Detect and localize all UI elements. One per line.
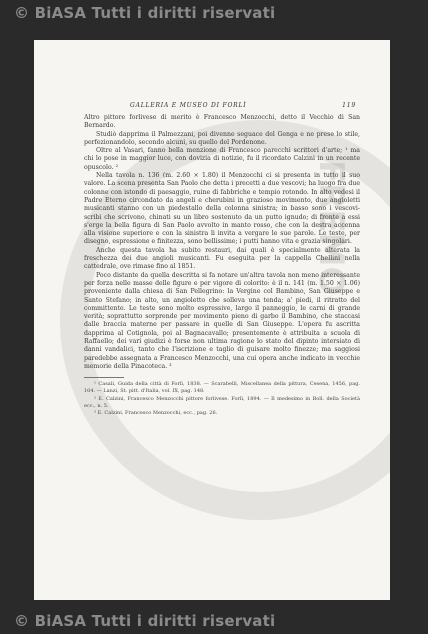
page-number: 119 [342,102,356,109]
footnote-rule [84,377,124,378]
watermark-bottom: © BiASA Tutti i diritti riservati [0,608,428,634]
paragraph: Poco distante da quella descritta si fa notare un'altra tavola non meno interessante per forza nelle masse delle figure e per vigore di colorito: è il n. 141 (m. 1.50 × 1.06) proveniente dalla chiesa di San Pellegrino: la Vergine col Bambino, San Giuseppe e Santo Stefano; in alto, un angioletto che solleva una tenda; a' piedi, il ritratto del committente. Le teste sono molto espressive, largo il panneggio, le carni di grande verità; soprattutto sorprende per movimento pieno di garbo il Bambino, che staccasi dalle braccia materne per passare in quelle di San Giuseppe. L'opera fu ascritta dapprima al Cotignola, poi al Bagnacavallo; presentemente è attribuita a scuola di Raffaello; dei vari giudizi è forse non ultima ragione lo stato del dipinto intersiato di danni vandalici, tanto che l'iscrizione e taglio di guisare molto finezze; ma saggiosi paredebbe assegnata a Francesco Menzocchi, una cui opera anche indicato in vecchie memorie della Pinacoteca. ³ [84,271,360,370]
paragraph: Anche questa tavola ha subito restauri, dai quali è specialmente alterata la freschezza dei due angioli musicanti. Fu eseguita per la cappella Chellini nella cattedrale, ove rimase fino al 1851. [84,246,360,271]
paragraph: Nella tavola n. 136 (m. 2.60 × 1.80) il Menzocchi ci si presenta in tutto il suo valore. La scena presenta San Paolo che detta i precetti a due vescovi; ha luogo fra due colonne con istondo di paesaggio, ruine di fabbriche e tempio rotondo. In alto vedesi il Padre Eterno circondato da angeli e cherubini in grazioso movimento, due angioletti musicanti stanno con un piedestallo della colonna sinistra; in basso sono i vescovi-scribi che scrivono, chinati su un libro sostenuto da un putto ignudo; di fronte a essi s'erge la bella figura di San Paolo avvolto in manto rosso, che con la destra accenna alla visione superiore e con la sinistra li invita a vergare le sue parole. Le teste, per disegno, espressione e finitezza, sono bellissime; i putti hanno vita e grazia singolari. [84,172,360,246]
footnote: ² E. Calzini, Francesco Menzocchi pittore forlivese. Forlì, 1894. — Il medesimo in Boll. della Società ecc., n. 5. [84,395,360,409]
footnote: ³ E. Calzini, Francesco Menzocchi, ecc., pag. 26. [94,410,218,417]
body-text [84,114,360,417]
header-title: GALLERIA E MUSEO DI FORLÌ [130,102,247,109]
paragraph: Oltre al Vasari, fanno bella menzione di Francesco parecchi scrittori d'arte; ¹ ma chi lo pose in maggior luce, con dovizia di notizie, fu il ricordato Calzini in un recente opuscolo. ² [84,147,360,171]
watermark-top: © BiASA Tutti i diritti riservati [0,0,428,26]
running-header [130,102,356,109]
footnotes [84,381,360,417]
paragraph: Altro pittore forlivese di merito è Francesco Menzocchi, detto il Vecchio di San Bernardo. [84,114,360,130]
paragraph: Studiò dapprima il Palmezzani, poi divenne seguace del Genga e ne prese lo stile, perfezionandolo, secondo alcuni, su quello del Pordenone. [84,130,360,146]
book-page [34,40,390,600]
footnote: ¹ Casali, Guida della città di Forlì, 1838. — Scarabelli, Miscellanea della pittura, Cesena, 1456, pag. 104. — Lanzi, St. pitt. d'Italia, vol. IX, pag. 148. [84,381,360,395]
stamp-lettering: FREMO [311,160,351,296]
